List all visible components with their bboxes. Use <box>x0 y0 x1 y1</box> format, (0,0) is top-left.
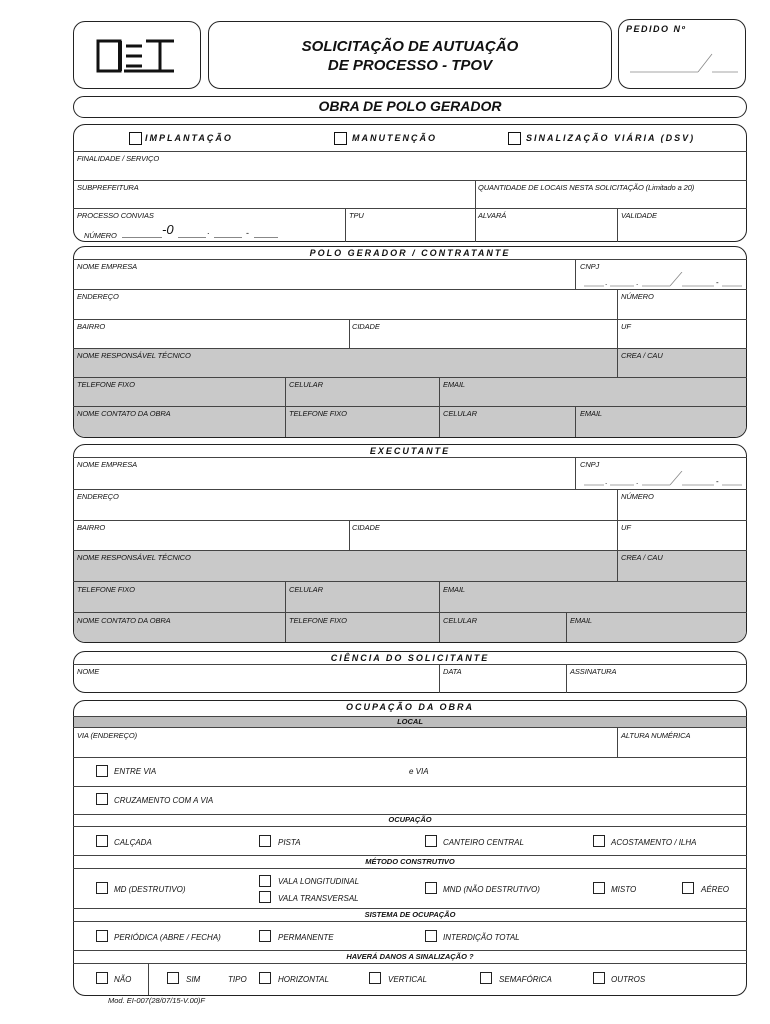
exec-celular2: CELULAR <box>443 616 477 625</box>
nao-checkbox[interactable] <box>96 972 108 984</box>
local-label: LOCAL <box>397 717 423 726</box>
semaforica-checkbox[interactable] <box>480 972 492 984</box>
misto-checkbox[interactable] <box>593 882 605 894</box>
exec-crea: CREA / CAU <box>621 553 663 562</box>
outros-label: OUTROS <box>611 975 646 984</box>
polo-uf: UF <box>621 322 631 331</box>
form-title: OBRA DE POLO GERADOR <box>318 98 502 114</box>
polo-celular: CELULAR <box>289 380 323 389</box>
pedido-label: PEDIDO Nº <box>626 24 687 34</box>
svg-text:.: . <box>636 477 639 486</box>
title-line1: SOLICITAÇÃO DE AUTUAÇÃO <box>301 38 519 55</box>
misto-label: MISTO <box>611 885 637 894</box>
ciencia-assinatura: ASSINATURA <box>570 667 617 676</box>
ciencia-nome: NOME <box>77 667 100 676</box>
cet-logo <box>96 38 176 74</box>
entre-via-checkbox[interactable] <box>96 765 108 777</box>
validade-label: VALIDADE <box>621 211 657 220</box>
altura-label: ALTURA NUMÉRICA <box>621 731 691 740</box>
danos-sub: HAVERÁ DANOS A SINALIZAÇÃO ? <box>346 952 474 961</box>
executante-title: EXECUTANTE <box>369 446 451 456</box>
polo-contato: NOME CONTATO DA OBRA <box>77 409 171 418</box>
exec-cnpj-field[interactable] <box>584 471 744 487</box>
mnd-label: MND (NÃO DESTRUTIVO) <box>443 885 540 894</box>
polo-nome-empresa: NOME EMPRESA <box>77 262 138 271</box>
exec-email2: EMAIL <box>570 616 593 625</box>
sistema-sub: SISTEMA DE OCUPAÇÃO <box>364 910 456 919</box>
canteiro-checkbox[interactable] <box>425 835 437 847</box>
ciencia-title: CIÊNCIA DO SOLICITANTE <box>330 653 490 663</box>
finalidade-label: FINALIDADE / SERVIÇO <box>77 154 160 163</box>
interdicao-label: INTERDIÇÃO TOTAL <box>443 933 520 942</box>
implantacao-label: IMPLANTAÇÃO <box>145 133 233 143</box>
numero-dot: . <box>207 226 210 236</box>
periodica-checkbox[interactable] <box>96 930 108 942</box>
ocupacao-sub: OCUPAÇÃO <box>388 815 432 824</box>
via-label: VIA (ENDEREÇO) <box>77 731 137 740</box>
permanente-checkbox[interactable] <box>259 930 271 942</box>
exec-contato: NOME CONTATO DA OBRA <box>77 616 171 625</box>
vala-trans-label: VALA TRANSVERSAL <box>278 894 359 903</box>
vala-long-label: VALA LONGITUDINAL <box>278 877 360 886</box>
vertical-checkbox[interactable] <box>369 972 381 984</box>
semaforica-label: SEMAFÓRICA <box>499 975 552 984</box>
polo-email: EMAIL <box>443 380 466 389</box>
horizontal-label: HORIZONTAL <box>278 975 329 984</box>
manutencao-checkbox[interactable] <box>334 132 347 145</box>
svg-text:-: - <box>716 477 719 486</box>
md-label: MD (DESTRUTIVO) <box>114 885 186 894</box>
manutencao-label: MANUTENÇÃO <box>352 133 437 143</box>
md-checkbox[interactable] <box>96 882 108 894</box>
outros-checkbox[interactable] <box>593 972 605 984</box>
subprefeitura-label: SUBPREFEITURA <box>77 183 139 192</box>
exec-cidade: CIDADE <box>352 523 380 532</box>
polo-cnpj-field[interactable] <box>584 272 744 288</box>
alvara-label: ALVARÁ <box>478 211 507 220</box>
polo-numero: NÚMERO <box>621 292 654 301</box>
exec-telefone2: TELEFONE FIXO <box>289 616 347 625</box>
polo-telefone: TELEFONE FIXO <box>77 380 135 389</box>
permanente-label: PERMANENTE <box>278 933 334 942</box>
ocupacao-title: OCUPAÇÃO DA OBRA <box>346 702 474 712</box>
exec-nome-empresa: NOME EMPRESA <box>77 460 138 469</box>
exec-cnpj: CNPJ <box>580 460 600 469</box>
pedido-field[interactable] <box>630 50 740 74</box>
sim-label: SIM <box>186 975 201 984</box>
polo-telefone2: TELEFONE FIXO <box>289 409 347 418</box>
tpu-label: TPU <box>349 211 364 220</box>
polo-cidade: CIDADE <box>352 322 380 331</box>
polo-title: POLO GERADOR / CONTRATANTE <box>309 248 511 258</box>
cruzamento-checkbox[interactable] <box>96 793 108 805</box>
exec-celular: CELULAR <box>289 585 323 594</box>
polo-cnpj: CNPJ <box>580 262 600 271</box>
e-via-label: e VIA <box>409 767 429 776</box>
mnd-checkbox[interactable] <box>425 882 437 894</box>
svg-text:-: - <box>716 278 719 287</box>
svg-text:.: . <box>605 477 608 486</box>
polo-bairro: BAIRRO <box>77 322 106 331</box>
sinalizacao-label: SINALIZAÇÃO VIÁRIA (DSV) <box>526 133 696 143</box>
polo-responsavel: NOME RESPONSÁVEL TÉCNICO <box>77 351 191 360</box>
processo-label: PROCESSO CONVIAS <box>77 211 154 220</box>
acostamento-label: ACOSTAMENTO / ILHA <box>611 838 697 847</box>
numero-label: NÚMERO <box>84 231 117 240</box>
quantidade-label: QUANTIDADE DE LOCAIS NESTA SOLICITAÇÃO (Limitado a 20) <box>478 183 695 192</box>
calcada-checkbox[interactable] <box>96 835 108 847</box>
metodo-sub: MÉTODO CONSTRUTIVO <box>365 857 455 866</box>
exec-endereco: ENDEREÇO <box>77 492 119 501</box>
nao-label: NÃO <box>114 975 132 984</box>
numero-value[interactable]: -0 <box>162 222 174 237</box>
pista-checkbox[interactable] <box>259 835 271 847</box>
footer-code: Mod. EI-007(28/07/15-V.00)F <box>108 996 205 1005</box>
calcada-label: CALÇADA <box>114 838 152 847</box>
interdicao-checkbox[interactable] <box>425 930 437 942</box>
title-box <box>208 21 612 89</box>
numero-sep: - <box>246 228 249 238</box>
svg-text:.: . <box>605 278 608 287</box>
entre-via-label: ENTRE VIA <box>114 767 157 776</box>
implantacao-checkbox[interactable] <box>129 132 142 145</box>
vala-long-checkbox[interactable] <box>259 875 271 887</box>
cruzamento-label: CRUZAMENTO COM A VIA <box>114 796 214 805</box>
exec-email: EMAIL <box>443 585 466 594</box>
periodica-label: PERIÓDICA (ABRE / FECHA) <box>114 933 221 942</box>
acostamento-checkbox[interactable] <box>593 835 605 847</box>
exec-responsavel: NOME RESPONSÁVEL TÉCNICO <box>77 553 191 562</box>
polo-endereco: ENDEREÇO <box>77 292 119 301</box>
exec-uf: UF <box>621 523 631 532</box>
aereo-checkbox[interactable] <box>682 882 694 894</box>
sinalizacao-checkbox[interactable] <box>508 132 521 145</box>
vertical-label: VERTICAL <box>388 975 427 984</box>
exec-telefone: TELEFONE FIXO <box>77 585 135 594</box>
horizontal-checkbox[interactable] <box>259 972 271 984</box>
canteiro-label: CANTEIRO CENTRAL <box>443 838 524 847</box>
pista-label: PISTA <box>278 838 301 847</box>
polo-celular2: CELULAR <box>443 409 477 418</box>
exec-numero: NÚMERO <box>621 492 654 501</box>
title-line2: DE PROCESSO - TPOV <box>327 57 493 74</box>
tipo-label: TIPO <box>228 975 247 984</box>
svg-text:.: . <box>636 278 639 287</box>
polo-crea: CREA / CAU <box>621 351 663 360</box>
polo-email2: EMAIL <box>580 409 603 418</box>
sim-checkbox[interactable] <box>167 972 179 984</box>
vala-trans-checkbox[interactable] <box>259 891 271 903</box>
ciencia-data: DATA <box>443 667 462 676</box>
aereo-label: AÉREO <box>701 885 730 894</box>
exec-bairro: BAIRRO <box>77 523 106 532</box>
